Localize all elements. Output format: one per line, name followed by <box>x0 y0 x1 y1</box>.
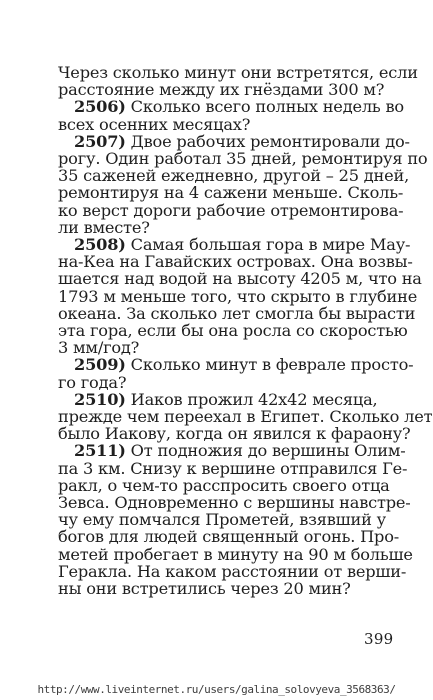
text-line: ко верст дороги рабочие отремонтирова- <box>58 200 404 220</box>
page-number: 399 <box>364 630 394 648</box>
text-line: Двое рабочих ремонтировали до- <box>130 131 410 151</box>
text-line: па 3 км. Снизу к вершине отправился Ге- <box>58 458 408 478</box>
text-line: метей пробегает в минуту на 90 м больше <box>58 544 413 564</box>
text-line: Через сколько минут они встретятся, если <box>58 63 418 82</box>
text-line: Зевса. Одновременно с вершины навстре- <box>58 493 411 513</box>
problem-2509-line <box>58 355 414 375</box>
text-line: 3 мм/год? <box>58 338 140 358</box>
text-line: 35 саженей ежедневно, другой – 25 дней, <box>58 166 410 186</box>
problem-number-2509: 2509) <box>74 355 126 375</box>
text-line: океана. За сколько лет смогла бы вырасти <box>58 303 416 323</box>
text-line: От подножия до вершины Олим- <box>130 441 406 461</box>
text-line: чу ему помчался Прометей, взявший у <box>58 510 386 530</box>
text-line: го года? <box>58 372 127 392</box>
text-line: Сколько всего полных недель во <box>130 97 404 117</box>
text-line: всех осенних месяцах? <box>58 114 251 134</box>
text-line: ремонтируя на 4 сажени меньше. Сколь- <box>58 183 404 203</box>
source-url-watermark: http://www.liveinternet.ru/users/galina_solovyeva_3568363/ <box>37 683 396 696</box>
text-line: шается над водой на высоту 4205 м, что на <box>58 269 422 289</box>
text-line: ли вместе? <box>58 217 150 237</box>
problem-text <box>58 63 433 599</box>
problem-number-2506: 2506) <box>74 97 126 117</box>
text-line: Сколько минут в феврале просто- <box>130 355 414 375</box>
problem-2506-line <box>58 98 402 115</box>
text-line: рогу. Один работал 35 дней, ремонтируя по <box>58 149 428 169</box>
problem-2511-line <box>58 441 406 461</box>
text-line: было Иакову, когда он явился к фараону? <box>58 424 411 444</box>
text-line: Самая большая гора в мире Мау- <box>130 235 411 255</box>
problem-number-2511: 2511) <box>74 441 126 461</box>
text-line: ракл, о чем-то расспросить своего отца <box>58 475 390 495</box>
text-line: ны они встретились через 20 мин? <box>58 579 351 599</box>
text-line: эта гора, если бы она росла со скоростью <box>58 321 408 341</box>
text-line: расстояние между их гнёздами 300 м? <box>58 80 385 100</box>
text-line: 1793 м меньше того, что скрыто в глубине <box>58 286 418 306</box>
text-line: Иаков прожил 42х42 месяца, <box>130 389 378 409</box>
text-line: на-Кеа на Гавайских островах. Она возвы- <box>58 252 413 272</box>
text-line: прежде чем переехал в Египет. Сколько лет <box>58 407 433 427</box>
problem-number-2508: 2508) <box>74 235 126 255</box>
problem-number-2507: 2507) <box>74 131 126 151</box>
problem-number-2510: 2510) <box>74 389 126 409</box>
text-line: Геракла. На каком расстоянии от верши- <box>58 561 407 581</box>
problem-2508-line <box>58 235 411 255</box>
problem-2507-line <box>58 131 410 151</box>
text-line: богов для людей священный огонь. Про- <box>58 527 400 547</box>
problem-2510-line <box>58 391 402 408</box>
